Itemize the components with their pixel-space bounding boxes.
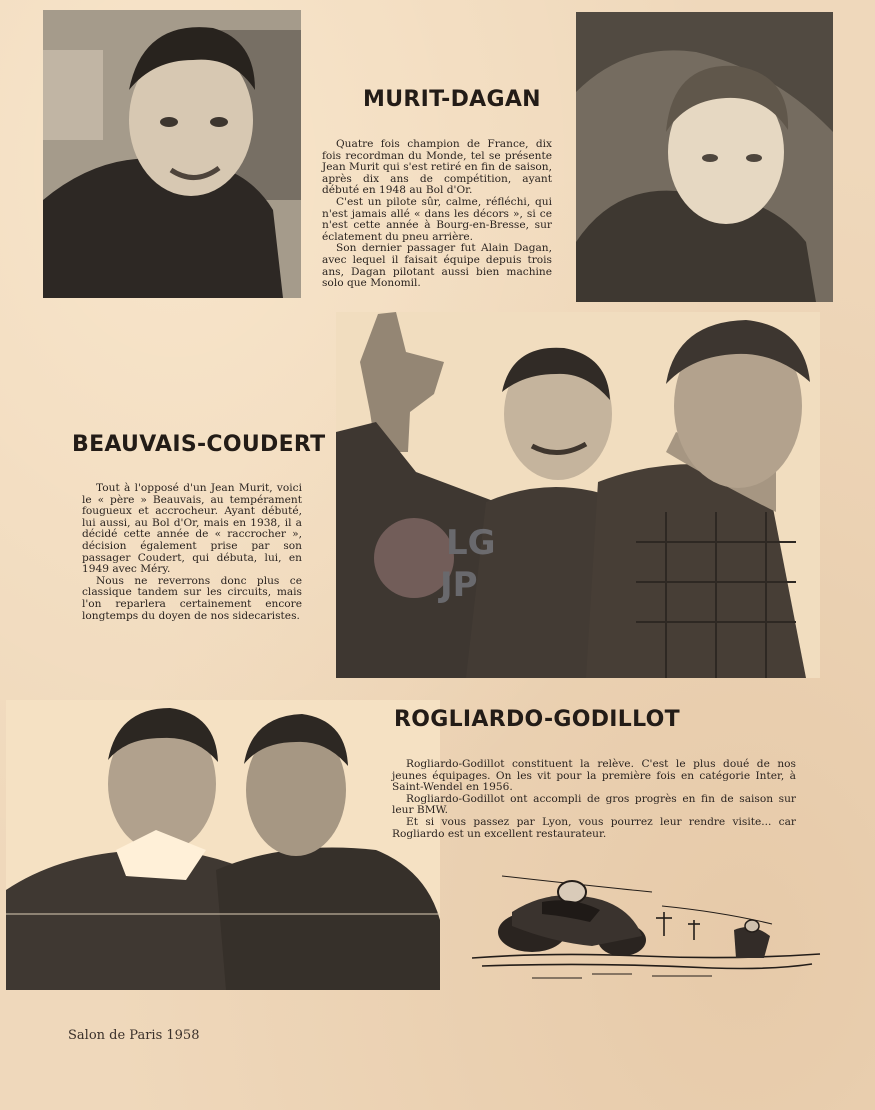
- heading-rogliardo-godillot: ROGLIARDO-GODILLOT: [394, 707, 680, 732]
- watermark-line2: JP: [440, 565, 478, 604]
- paragraph: Rogliardo-Godillot constituent la relève. C'est le plus doué de nos jeunes équipages. On les vit pour la première fois en catégorie Inter, à Saint-Wendel en 1956.: [392, 758, 796, 794]
- paragraph: Son dernier passager fut Alain Dagan, avec lequel il faisait équipe depuis trois ans, Dagan pilotant aussi bien machine solo que Monomil.: [322, 242, 552, 290]
- text-rogliardo-godillot: [392, 759, 796, 840]
- footer-caption: Salon de Paris 1958: [68, 1028, 200, 1043]
- text-murit-dagan: [322, 139, 552, 290]
- photo-rogliardo-godillot: [6, 700, 440, 990]
- paragraph: Rogliardo-Godillot ont accompli de gros progrès en fin de saison sur leur BMW.: [392, 792, 796, 817]
- watermark-line1: LG: [446, 523, 496, 563]
- paragraph: Quatre fois champion de France, dix fois recordman du Monde, tel se présente Jean Murit qui s'est retiré en fin de saison, après dix ans de compétition, ayant débuté en 1948 au Bol d'Or.: [322, 138, 552, 197]
- lgjp-watermark-logo: [372, 508, 522, 604]
- photo-dagan-portrait: [576, 12, 833, 302]
- photo-beauvais-coudert: [336, 312, 820, 678]
- paragraph: Tout à l'opposé d'un Jean Murit, voici le « père » Beauvais, au tempérament fougueux et accrocheur. Ayant débuté, lui aussi, au Bol d'Or, mais en 1938, il a décidé cette année de « raccrocher », décision également prise par son passager Coudert, qui débuta, lui, en 1949 avec Méry.: [82, 482, 302, 576]
- sidecar-racing-illustration: [472, 866, 822, 988]
- paragraph: Nous ne reverrons donc plus ce classique tandem sur les circuits, mais l'on reparlera certainement encore longtemps du doyen de nos sidecaristes.: [82, 574, 302, 622]
- paragraph: Et si vous passez par Lyon, vous pourrez leur rendre visite... car Rogliardo est un excellent restaurateur.: [392, 815, 796, 840]
- heading-beauvais-coudert: BEAUVAIS-COUDERT: [72, 432, 326, 457]
- heading-murit-dagan: MURIT-DAGAN: [363, 87, 541, 112]
- text-beauvais-coudert: [82, 483, 302, 622]
- paragraph: C'est un pilote sûr, calme, réfléchi, qui n'est jamais allé « dans les décors », si ce n'est cette année à Bourg-en-Bresse, sur éclatement du pneu arrière.: [322, 195, 552, 243]
- photo-murit-portrait: [43, 10, 301, 298]
